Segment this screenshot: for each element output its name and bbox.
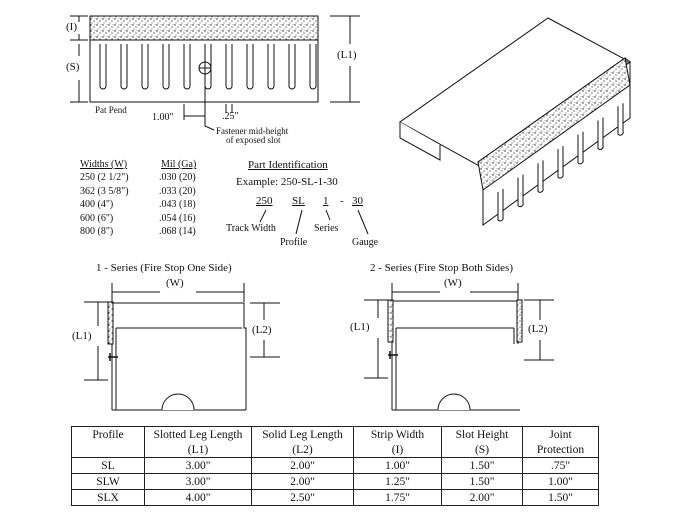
fastener-note-line1: Fastener mid-height (216, 126, 289, 136)
slotted-leg-length-label: (L1) (337, 49, 357, 61)
mil-value: .033 (20) (159, 185, 196, 197)
series-one-l2-label: (L2) (252, 324, 272, 336)
mil-value: .030 (20) (159, 172, 196, 183)
table-cell: 1.00" (354, 458, 442, 474)
table-cell: .75" (523, 458, 599, 474)
table-cell: 2.00" (252, 458, 354, 474)
slot-width-label: .25" (222, 111, 239, 122)
column-header: Strip Width (354, 427, 442, 443)
table-cell: 2.50" (252, 490, 354, 506)
table-cell: 4.00" (145, 490, 252, 506)
slot (498, 189, 503, 221)
mil-value: .068 (14) (159, 226, 196, 237)
mil-value: .054 (16) (159, 212, 196, 224)
table-header-row (72, 442, 599, 458)
label-series: Series (314, 223, 339, 234)
table-cell: SLX (72, 490, 145, 506)
column-subheader: Protection (523, 442, 599, 458)
code-width: 250 (256, 195, 273, 207)
table-cell: 1.50" (442, 458, 523, 474)
table-cell: SL (72, 458, 145, 474)
width-value: 362 (3 5/8") (80, 185, 129, 197)
series-two-width-label: (W) (444, 277, 462, 289)
strip-width-label: (I) (66, 21, 77, 33)
table-cell: SLW (72, 474, 145, 490)
label-profile: Profile (280, 237, 308, 248)
table-row (72, 474, 599, 490)
series-one-section (84, 283, 280, 410)
table-cell: 1.75" (354, 490, 442, 506)
column-subheader: (L1) (145, 442, 252, 458)
slot (578, 132, 583, 164)
slot-height-label: (S) (66, 61, 80, 73)
label-gauge: Gauge (352, 237, 379, 248)
column-subheader: (L2) (252, 442, 354, 458)
series-two-title: 2 - Series (Fire Stop Both Sides) (370, 262, 513, 274)
table-cell: 1.00" (523, 474, 599, 490)
width-value: 250 (2 1/2") (80, 172, 129, 183)
series-two-l1-label: (L1) (350, 321, 370, 333)
spec-table (71, 426, 599, 506)
part-id-example: Example: 250-SL-1-30 (236, 176, 338, 188)
slot-spacing-label: 1.00" (152, 112, 174, 123)
column-header: Slot Height (442, 427, 523, 443)
column-header: Solid Leg Length (252, 427, 354, 443)
fire-stop-strip (90, 16, 318, 40)
mil-header: Mil (Ga) (161, 159, 197, 170)
width-value: 400 (4") (80, 199, 114, 210)
width-value: 600 (6") (80, 212, 114, 224)
code-series: 1 (323, 195, 329, 207)
table-header-row (72, 427, 599, 443)
table-row (72, 490, 599, 506)
column-subheader (72, 442, 145, 458)
column-subheader: (S) (442, 442, 523, 458)
widths-header: Widths (W) (80, 159, 128, 170)
table-cell: 2.00" (442, 490, 523, 506)
code-profile: SL (292, 195, 305, 207)
slot (598, 118, 603, 150)
part-id-title: Part Identification (248, 159, 328, 171)
series-two-section (364, 283, 554, 410)
table-cell: 1.50" (523, 490, 599, 506)
column-header: Profile (72, 427, 145, 443)
slot (618, 103, 623, 135)
code-gauge: 30 (352, 195, 363, 207)
code-dash: - (340, 195, 344, 207)
series-one-width-label: (W) (166, 277, 184, 289)
column-header: Joint (523, 427, 599, 443)
slot (538, 160, 543, 192)
table-cell: 1.50" (442, 474, 523, 490)
width-value: 800 (8") (80, 226, 114, 237)
table-row (72, 458, 599, 474)
table-cell: 1.25" (354, 474, 442, 490)
table-cell: 3.00" (145, 474, 252, 490)
patent-pending-text: Pat Pend (95, 105, 127, 115)
isometric-track (400, 18, 630, 225)
slot (518, 175, 523, 207)
series-one-l1-label: (L1) (72, 330, 92, 342)
table-cell: 3.00" (145, 458, 252, 474)
column-subheader: (I) (354, 442, 442, 458)
table-cell: 2.00" (252, 474, 354, 490)
label-track-width: Track Width (226, 223, 276, 234)
series-one-title: 1 - Series (Fire Stop One Side) (96, 262, 232, 274)
slot (558, 146, 563, 178)
mil-value: .043 (18) (159, 199, 196, 210)
fastener-note-line2: of exposed slot (226, 135, 281, 145)
series-two-l2-label: (L2) (528, 323, 548, 335)
column-header: Slotted Leg Length (145, 427, 252, 443)
